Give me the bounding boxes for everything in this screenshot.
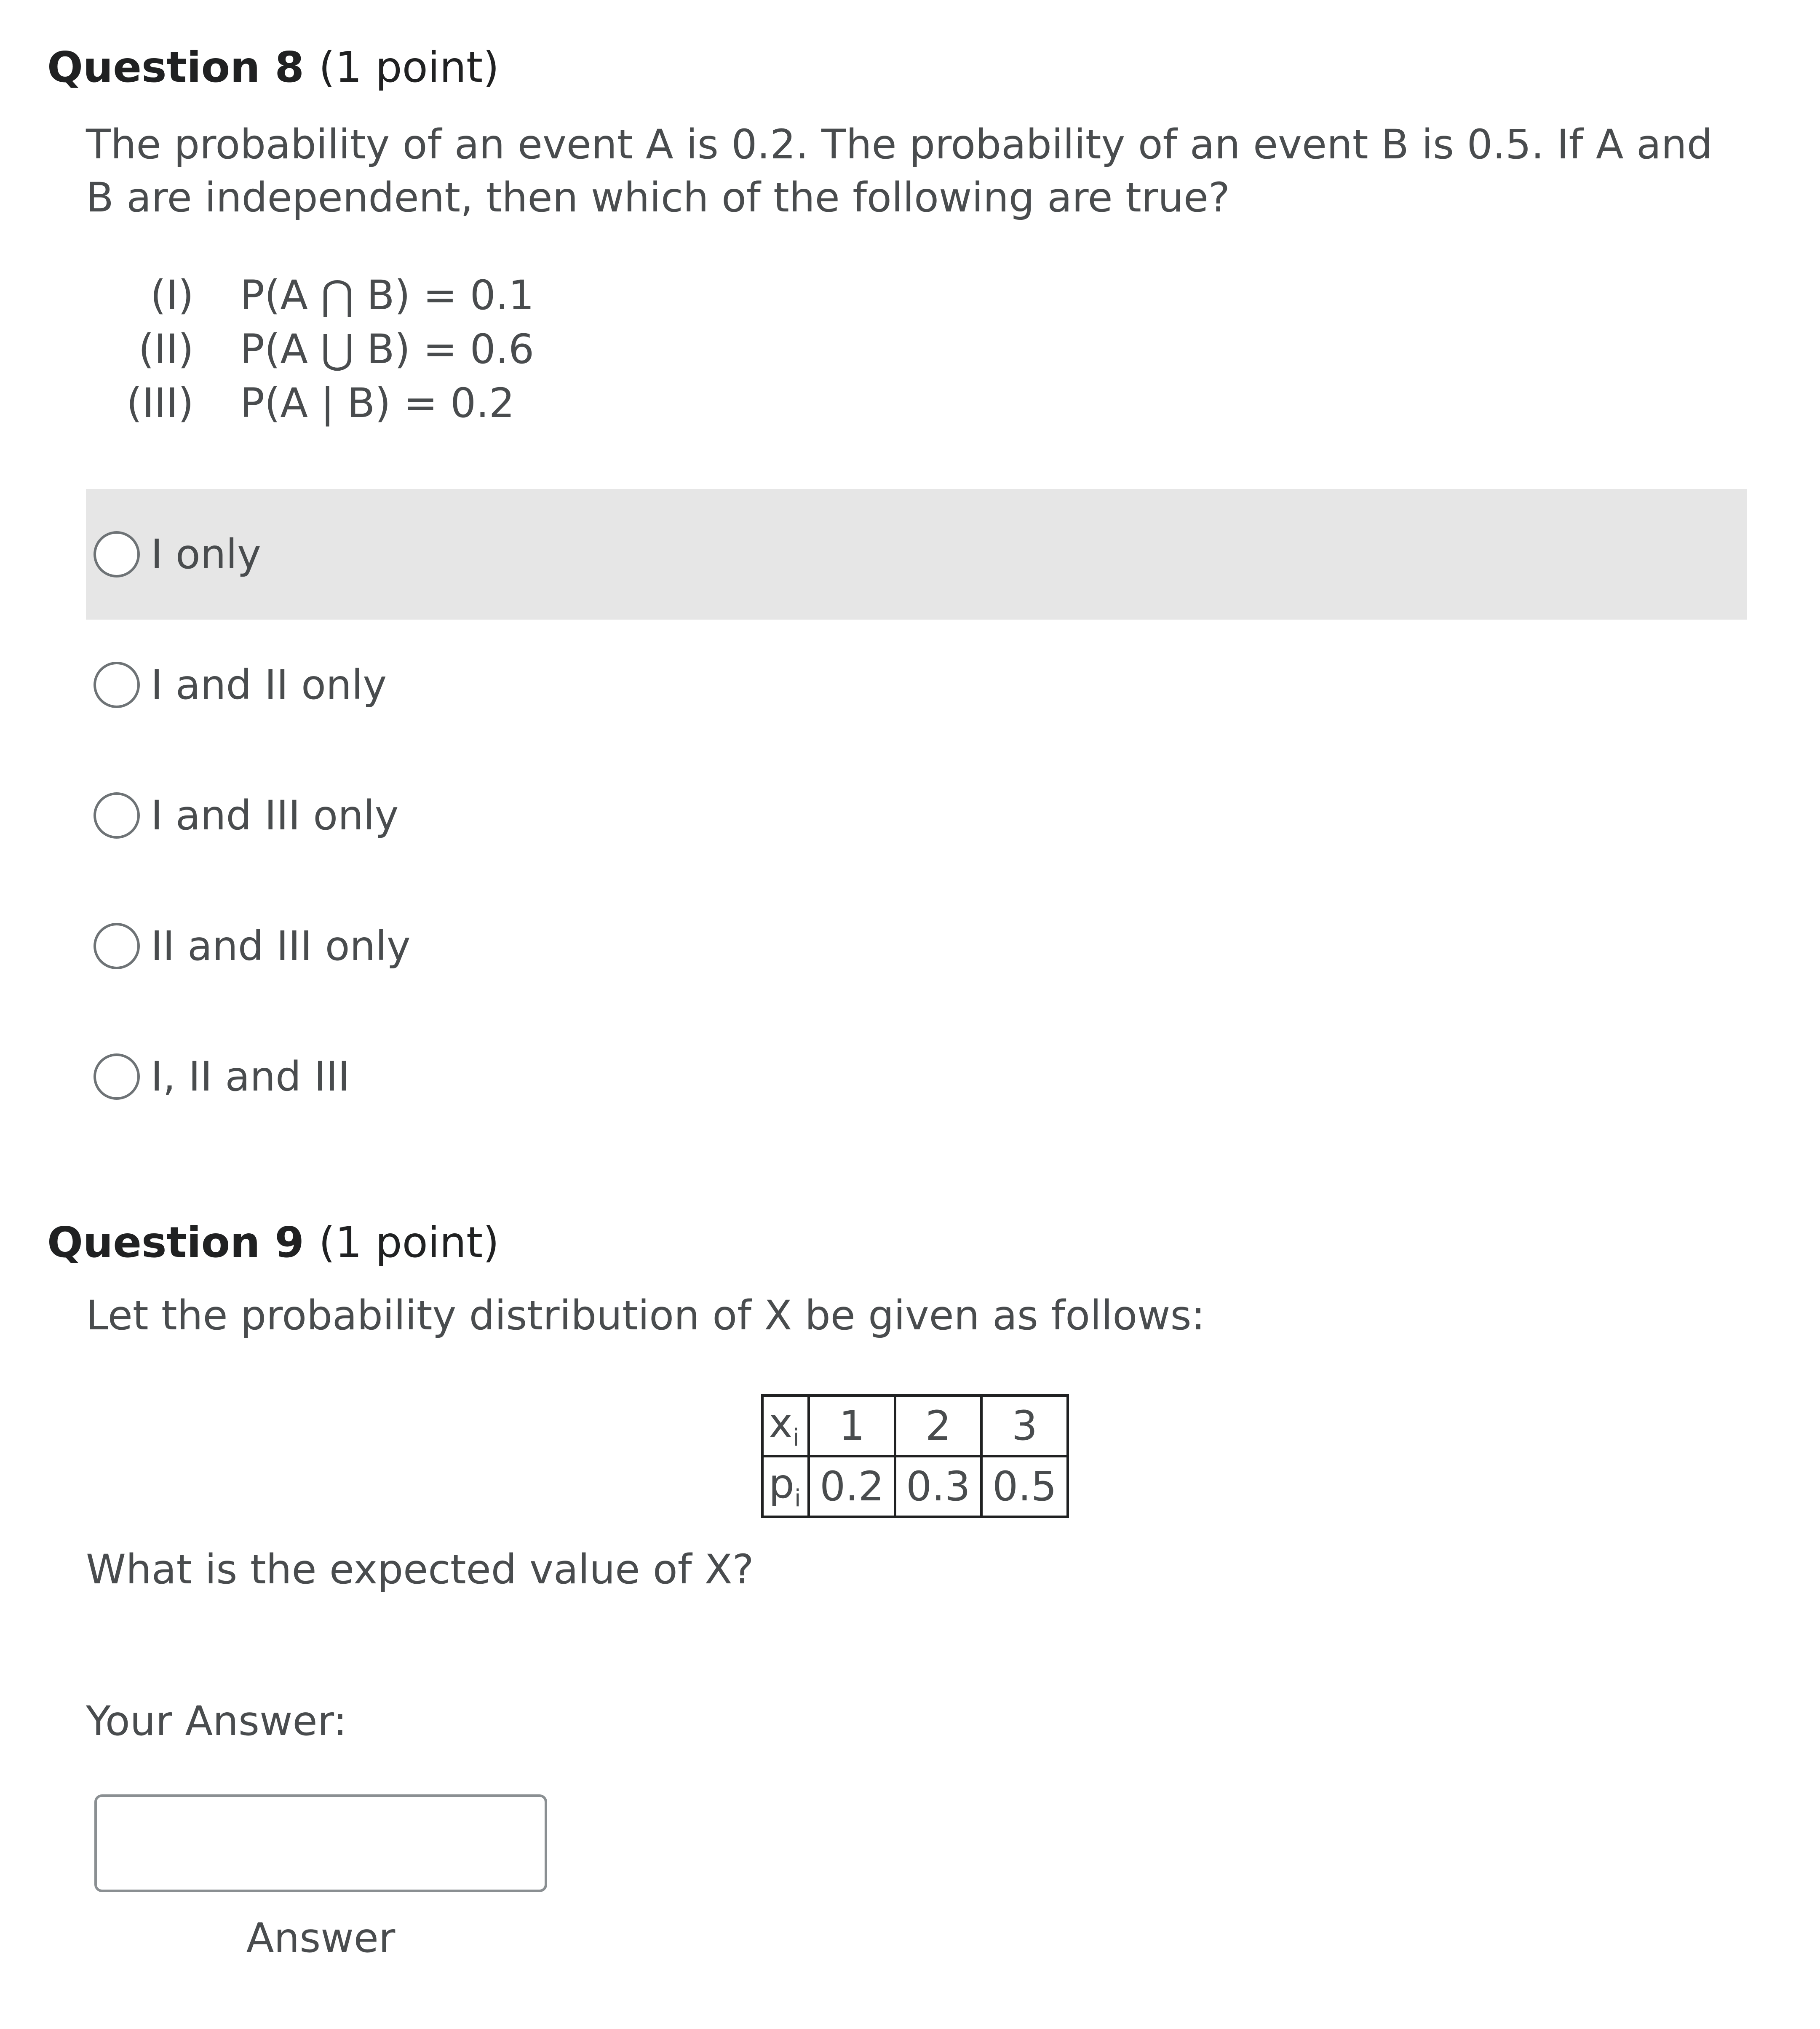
radio-button[interactable]: [94, 923, 140, 969]
radio-button[interactable]: [94, 531, 140, 577]
statement-2: [86, 322, 1732, 376]
option-label: I and III only: [151, 792, 399, 839]
question-9-header: [47, 1213, 1732, 1272]
table-cell: 3: [981, 1395, 1068, 1456]
statement-expression: P(A ⋃ B) = 0.6: [240, 326, 535, 373]
option-label: I and II only: [151, 661, 387, 708]
statement-1: [86, 268, 1732, 322]
your-answer-label: Your Answer:: [86, 1698, 347, 1745]
table-cell: 2: [895, 1395, 981, 1456]
question-9-text: Let the probability distribution of X be given as follows:: [86, 1292, 1205, 1339]
answer-caption: Answer: [246, 1914, 396, 1962]
question-8-text: The probability of an event A is 0.2. The probability of an event B is 0.5. If A and B are independent, then which of the following are true?: [86, 121, 1713, 221]
question-9-number: Question 9: [47, 1218, 304, 1267]
question-9: [47, 1213, 1732, 2013]
table-cell: 0.5: [981, 1456, 1068, 1517]
option-label: I, II and III: [151, 1053, 350, 1100]
question-8: [47, 38, 1732, 1142]
option-label: I only: [151, 531, 261, 578]
option-i-ii-and-iii[interactable]: [86, 1011, 1747, 1142]
table-cell: 0.2: [809, 1456, 895, 1517]
answer-options: [86, 489, 1747, 1142]
table-row-x: [762, 1395, 1068, 1456]
option-label: II and III only: [151, 922, 411, 970]
question-8-number: Question 8: [47, 43, 304, 92]
statement-label: (III): [126, 380, 194, 427]
statement-label: (I): [150, 272, 194, 319]
option-i-only[interactable]: [86, 489, 1747, 620]
question-8-header: [47, 38, 1732, 97]
radio-button[interactable]: [94, 662, 140, 708]
option-ii-and-iii-only[interactable]: [86, 881, 1747, 1011]
option-i-and-ii-only[interactable]: [86, 620, 1747, 750]
option-i-and-iii-only[interactable]: [86, 750, 1747, 881]
statement-3: [86, 376, 1732, 430]
question-9-points: (1 point): [318, 1218, 500, 1267]
statement-expression: P(A ⋂ B) = 0.1: [240, 272, 535, 319]
table-cell: 1: [809, 1395, 895, 1456]
row-header-p: $p_i$: [762, 1456, 809, 1517]
question-9-body: [86, 1289, 1732, 1342]
question-8-points: (1 point): [318, 43, 500, 92]
table-row-p: [762, 1456, 1068, 1517]
statement-list: [86, 268, 1732, 430]
statement-expression: P(A | B) = 0.2: [240, 380, 515, 427]
row-header-x: $x_i$: [762, 1395, 809, 1456]
radio-button[interactable]: [94, 792, 140, 839]
table-cell: 0.3: [895, 1456, 981, 1517]
probability-distribution-table: [761, 1394, 1069, 1518]
radio-button[interactable]: [94, 1053, 140, 1100]
answer-input[interactable]: [94, 1794, 547, 1892]
question-8-body: [86, 118, 1732, 430]
question-9-prompt: What is the expected value of X?: [86, 1546, 754, 1593]
statement-label: (II): [138, 326, 194, 373]
